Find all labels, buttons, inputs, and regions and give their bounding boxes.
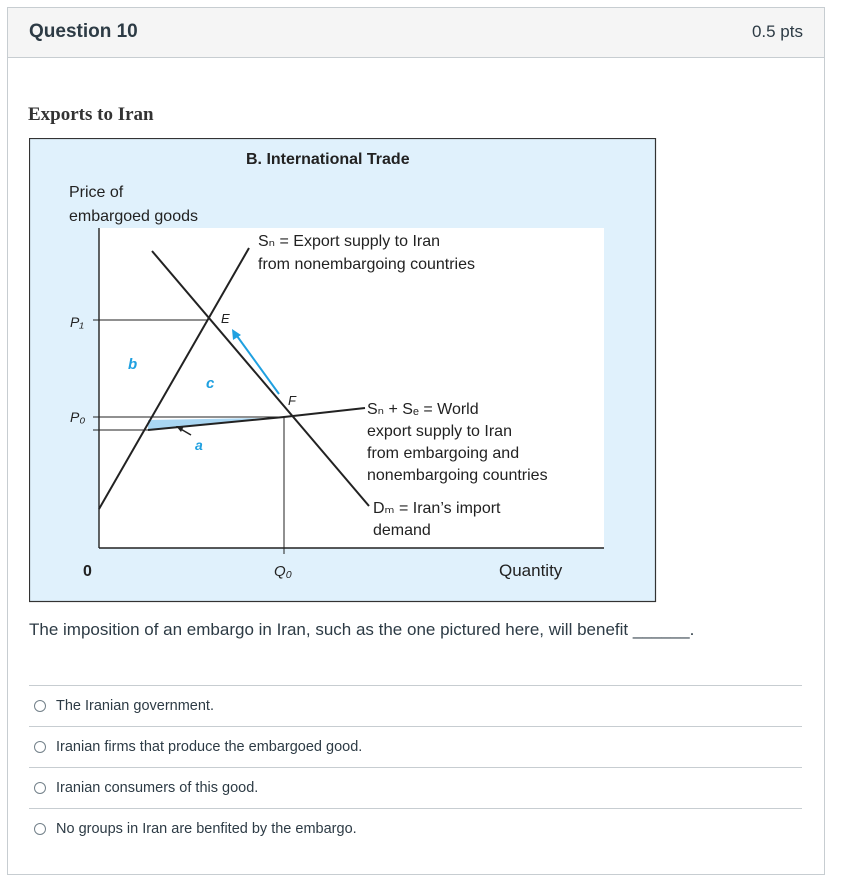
world-label-line3: from embargoing and <box>367 445 520 462</box>
answer-label: Iranian consumers of this good. <box>56 780 259 796</box>
question-title: Question 10 <box>29 21 138 42</box>
area-a-label: a <box>195 437 203 453</box>
p0-label: P₀ <box>70 409 86 425</box>
dm-label-line1: Dₘ = Iran’s import <box>373 500 501 517</box>
answer-label: Iranian firms that produce the embargoed good. <box>56 739 363 755</box>
dm-label-line2: demand <box>373 522 431 539</box>
origin-label: 0 <box>83 563 92 580</box>
world-label-line4: nonembargoing countries <box>367 467 548 484</box>
answer-option-2[interactable] <box>29 726 802 767</box>
answer-option-4[interactable] <box>29 808 802 849</box>
answer-label: The Iranian government. <box>56 698 214 714</box>
question-points: 0.5 pts <box>751 22 803 41</box>
q0-label: Q₀ <box>274 563 292 580</box>
area-b-label: b <box>128 356 138 373</box>
x-axis-label: Quantity <box>499 561 563 580</box>
question-text: The imposition of an embargo in Iran, such as the one pictured here, will benefit ______. <box>29 620 695 639</box>
answer-option-1[interactable] <box>29 685 802 726</box>
trade-figure <box>29 138 657 604</box>
plot-area <box>99 228 604 548</box>
radio-button[interactable] <box>34 823 46 835</box>
answer-label: No groups in Iran are benfited by the embargo. <box>56 821 357 837</box>
figure-caption: Exports to Iran <box>28 104 154 125</box>
world-label-line1: Sₙ + Sₑ = World <box>367 401 479 418</box>
point-e-label: E <box>221 311 230 326</box>
p1-label: P₁ <box>70 314 84 330</box>
sn-label-line1: Sₙ = Export supply to Iran <box>258 233 441 250</box>
y-axis-label-line1: Price of <box>69 184 124 201</box>
answer-list <box>29 685 802 849</box>
sn-label-line2: from nonembargoing countries <box>258 256 476 273</box>
radio-button[interactable] <box>34 700 46 712</box>
radio-button[interactable] <box>34 741 46 753</box>
figure-title: B. International Trade <box>246 151 410 168</box>
world-label-line2: export supply to Iran <box>367 423 512 440</box>
point-f-label: F <box>288 393 296 408</box>
question-header <box>8 8 824 58</box>
y-axis-label-line2: embargoed goods <box>69 208 198 225</box>
answer-option-3[interactable] <box>29 767 802 808</box>
radio-button[interactable] <box>34 782 46 794</box>
area-c-label: c <box>206 375 215 392</box>
